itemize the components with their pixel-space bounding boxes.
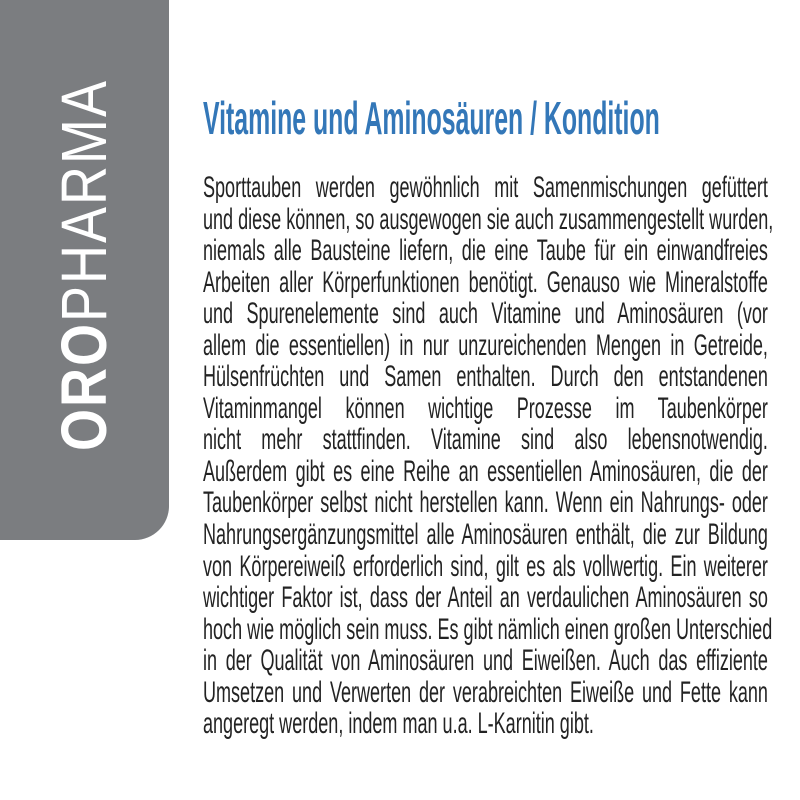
text-line: und Spurenelemente sind auch Vitamine und Aminosäuren (vor bbox=[203, 297, 768, 331]
body-text bbox=[203, 171, 774, 741]
text-line: wichtiger Faktor ist, dass der Anteil an verdaulichen Aminosäuren so bbox=[203, 581, 768, 615]
brand-logo bbox=[49, 78, 120, 452]
text-line: allem die essentiellen) in nur unzureichenden Mengen in Getreide, bbox=[203, 328, 768, 362]
text-line: Nahrungsergänzungsmittel alle Aminosäuren enthält, die zur Bildung bbox=[203, 518, 768, 552]
text-line: Vitaminmangel können wichtige Prozesse im Taubenkörper bbox=[203, 391, 768, 425]
text-line: von Körpereiweiß erforderlich sind, gilt es als vollwertig. Ein weiterer bbox=[203, 549, 768, 583]
text-line: angeregt werden, indem man u.a. L-Karnitin gibt. bbox=[203, 707, 594, 741]
body-text-lines bbox=[203, 171, 774, 741]
text-line: Außerdem gibt es eine Reihe an essentiellen Aminosäuren, die der bbox=[203, 454, 768, 488]
text-line: in der Qualität von Aminosäuren und Eiweißen. Auch das effiziente bbox=[203, 644, 768, 678]
text-line: Umsetzen und Verwerten der verabreichten Eiweiße und Fette kann bbox=[203, 675, 768, 709]
text-line: Hülsenfrüchten und Samen enthalten. Durch den entstandenen bbox=[203, 360, 768, 394]
text-line: Taubenkörper selbst nicht herstellen kann. Wenn ein Nahrungs- oder bbox=[203, 486, 768, 520]
text-line: niemals alle Bausteine liefern, die eine Taube für ein einwandfreies bbox=[203, 234, 768, 268]
brand-sidebar bbox=[0, 0, 169, 540]
text-line: hoch wie möglich sein muss. Es gibt nämlich einen großen Unterschied bbox=[203, 612, 773, 646]
text-line: und diese können, so ausgewogen sie auch zusammengestellt wurden, bbox=[203, 202, 774, 236]
page-title bbox=[203, 91, 768, 145]
brand-text-pharma: PHARMA bbox=[49, 78, 120, 323]
brand-text-oro: ORO bbox=[49, 322, 120, 452]
text-line: Sporttauben werden gewöhnlich mit Samenmischungen gefüttert bbox=[203, 171, 768, 204]
text-line: nicht mehr stattfinden. Vitamine sind also lebensnotwendig. bbox=[203, 423, 768, 457]
page-title-text: Vitamine und Aminosäuren / Kondition bbox=[203, 92, 660, 144]
text-line: Arbeiten aller Körperfunktionen benötigt. Genauso wie Mineralstoffe bbox=[203, 265, 768, 299]
